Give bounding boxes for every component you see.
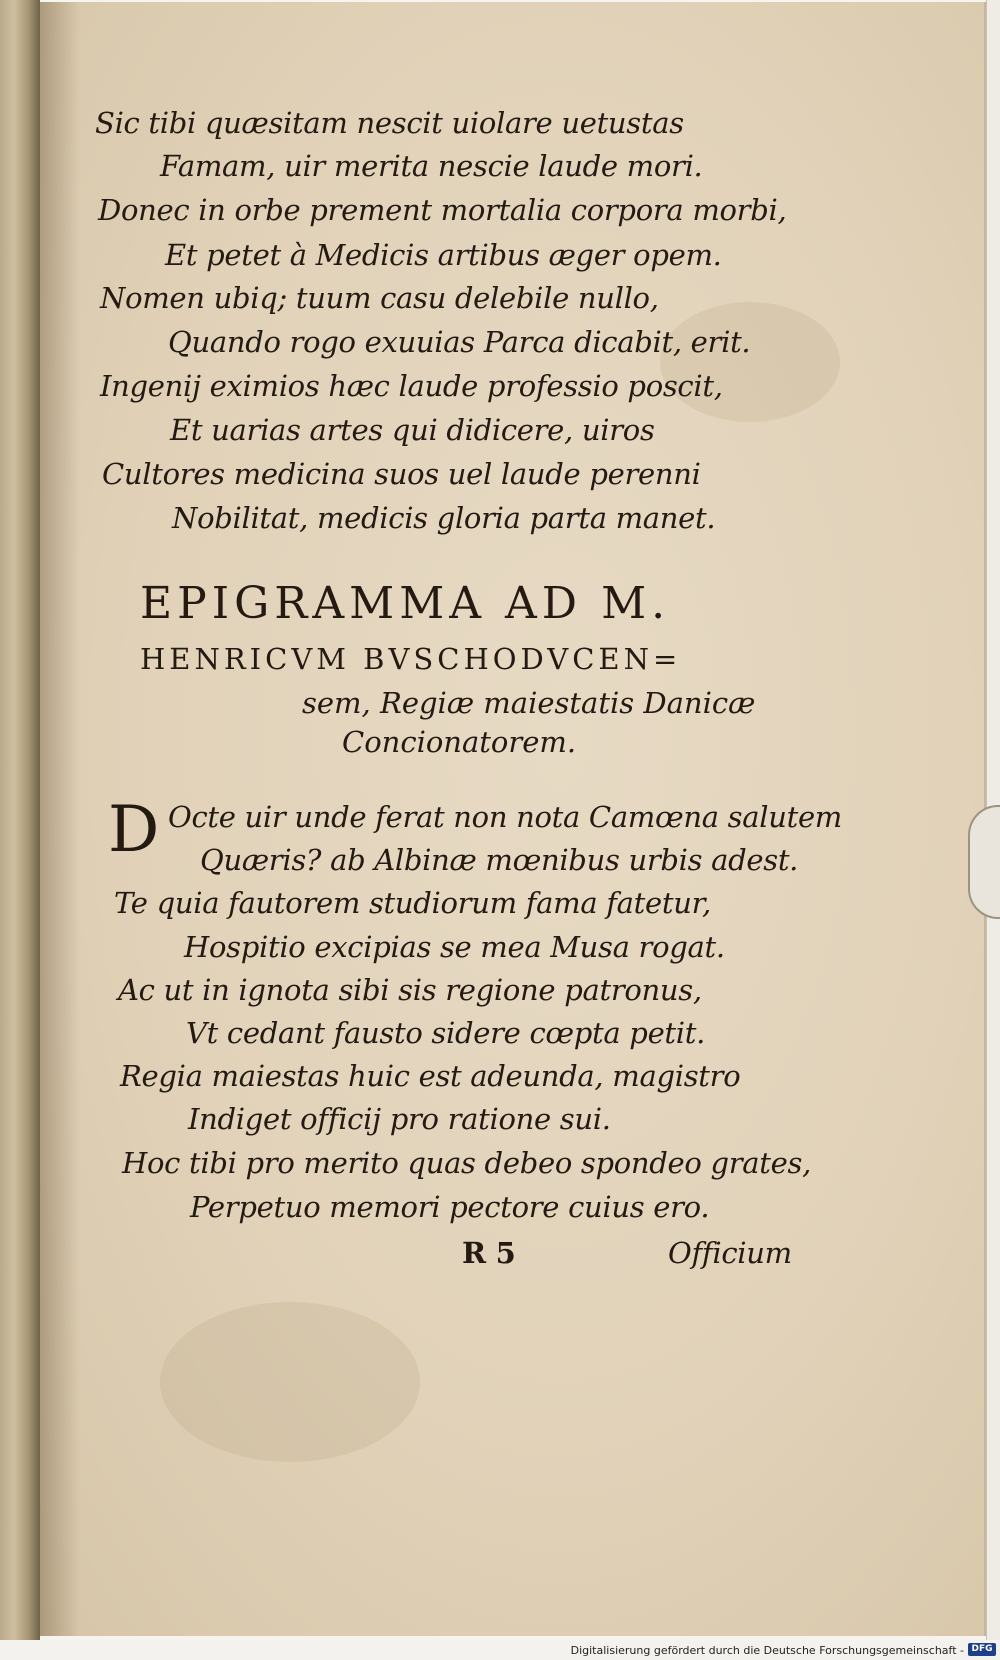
verse-line: Donec in orbe prement mortalia corpora morbi, [98,193,787,227]
verse-line: Quando rogo exuuias Parca dicabit, erit. [168,325,751,359]
verse-line: Ac ut in ignota sibi sis regione patronus, [118,973,702,1007]
paper-stain [160,1302,420,1462]
verse-line: Indiget officij pro ratione sui. [188,1102,611,1136]
verse-line: Cultores medicina suos uel laude perenni [102,457,701,491]
verse-line: Nomen ubiq; tuum casu delebile nullo, [100,281,659,315]
verse-line: Nobilitat, medicis gloria parta manet. [172,501,716,535]
verse-line: Quæris? ab Albinæ mœnibus urbis adest. [200,843,799,877]
verse-line: Ingenij eximios hæc laude professio poscit, [100,369,723,403]
verse-line: Et uarias artes qui didicere, uiros [170,413,655,447]
epigram-subtitle: Concionatorem. [342,725,577,759]
dfg-logo[interactable]: DFG [968,1643,996,1656]
verse-line: Regia maiestas huic est adeunda, magistro [120,1059,741,1093]
binding-edge [0,0,40,1640]
catchword: Officium [668,1236,792,1270]
verse-line: Perpetuo memori pectore cuius ero. [190,1190,710,1224]
drop-cap: D [108,793,160,867]
verse-line: Vt cedant fausto sidere cœpta petit. [186,1016,706,1050]
footer-credit: Digitalisierung gefördert durch die Deutsche Forschungsgemeinschaft - [570,1644,964,1657]
signature-mark: R 5 [462,1236,516,1270]
epigram-subtitle: sem, Regiæ maiestatis Danicæ [302,686,756,720]
verse-line: Et petet à Medicis artibus æger opem. [165,238,722,272]
gutter-shadow [40,2,80,1636]
epigram-title: EPIGRAMMA AD M. [140,578,671,629]
verse-line: Octe uir unde ferat non nota Camœna salutem [168,800,843,834]
epigram-subtitle: HENRICVM BVSCHODVCEN= [140,642,682,676]
verse-line: Famam, uir merita nescie laude mori. [160,149,703,183]
paper-stain [660,302,840,422]
verse-line: Sic tibi quæsitam nescit uiolare uetustas [95,106,684,140]
verse-line: Hoc tibi pro merito quas debeo spondeo grates, [122,1146,812,1180]
verse-line: Hospitio excipias se mea Musa rogat. [184,930,725,964]
footer-bar [0,1640,1000,1660]
page-clip [968,805,1000,919]
verse-line: Te quia fautorem studiorum fama fatetur, [114,886,711,920]
